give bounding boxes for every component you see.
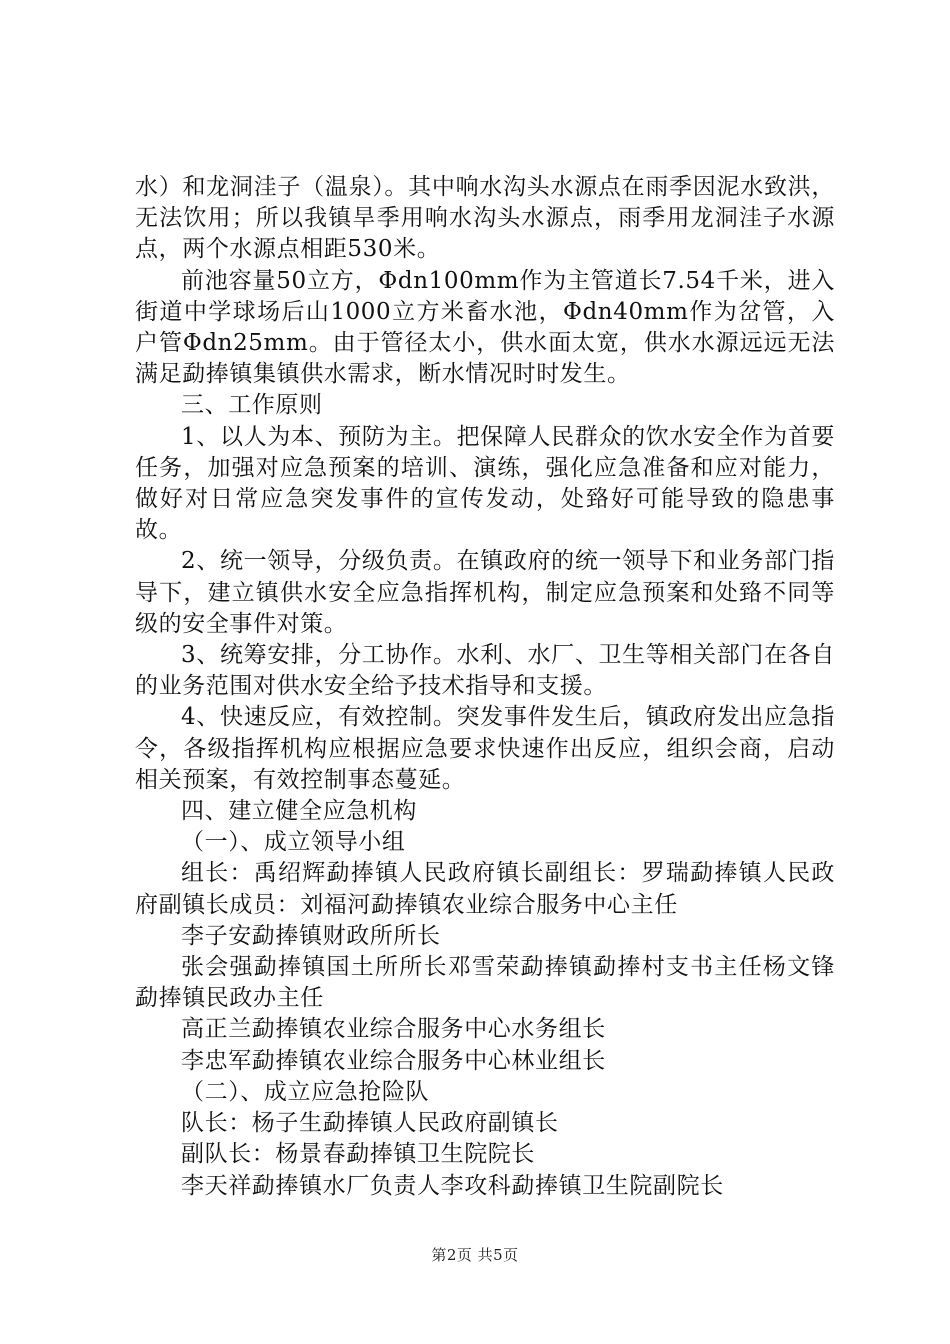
paragraph: 前池容量50立方，Φdn100mm作为主管道长7.54千米，进入街道中学球场后山1000立方米畜水池，Φdn40mm作为岔管，入户管Φdn25mm。由于管径太小，供水面太宽，供水水源远远无法满足勐捧镇集镇供水需求，断水情况时时发生。	[135, 267, 835, 388]
paragraph: 1、以人为本、预防为主。把保障人民群众的饮水安全作为首要任务，加强对应急预案的培训、演练，强化应急准备和应对能力，做好对日常应急突发事件的宣传发动，处臵好可能导致的隐患事故。	[135, 423, 835, 544]
paragraph: 李子安勐捧镇财政所所长	[181, 922, 441, 949]
paragraph: 3、统筹安排，分工协作。水利、水厂、卫生等相关部门在各自的业务范围对供水安全给予技术指导和支援。	[135, 642, 835, 700]
paragraph: 张会强勐捧镇国土所所长邓雪荣勐捧镇勐捧村支书主任杨文锋勐捧镇民政办主任	[135, 954, 835, 1012]
paragraph: 李天祥勐捧镇水厂负责人李攻科勐捧镇卫生院副院长	[181, 1172, 724, 1199]
paragraph: 副队长：杨景春勐捧镇卫生院院长	[181, 1141, 535, 1168]
section-heading: 四、建立健全应急机构	[181, 798, 417, 825]
paragraph: 2、统一领导，分级负责。在镇政府的统一领导下和业务部门指导下，建立镇供水安全应急指挥机构，制定应急预案和处臵不同等级的安全事件对策。	[135, 548, 835, 637]
paragraph: 水）和龙洞洼子（温泉）。其中响水沟头水源点在雨季因泥水致洪，无法饮用；所以我镇旱季用响水沟头水源点，雨季用龙洞洼子水源点，两个水源点相距530米。	[135, 174, 835, 263]
section-heading: 三、工作原则	[181, 392, 323, 419]
paragraph: 4、快速反应，有效控制。突发事件发生后，镇政府发出应急指令，各级指挥机构应根据应急要求快速作出反应，组织会商，启动相关预案，有效控制事态蔓延。	[135, 704, 835, 793]
document-body	[135, 172, 835, 1202]
paragraph: 李忠军勐捧镇农业综合服务中心林业组长	[181, 1047, 606, 1074]
subsection-heading: （二）、成立应急抢险队	[181, 1078, 430, 1105]
paragraph: 队长：杨子生勐捧镇人民政府副镇长	[181, 1110, 559, 1137]
page-number-footer: 第2页 共5页	[431, 1246, 519, 1264]
paragraph: 高正兰勐捧镇农业综合服务中心水务组长	[181, 1016, 606, 1043]
paragraph: 组长：禹绍辉勐捧镇人民政府镇长副组长：罗瑞勐捧镇人民政府副镇长成员：刘福河勐捧镇农业综合服务中心主任	[135, 860, 835, 918]
subsection-heading: （一）、成立领导小组	[181, 829, 406, 856]
